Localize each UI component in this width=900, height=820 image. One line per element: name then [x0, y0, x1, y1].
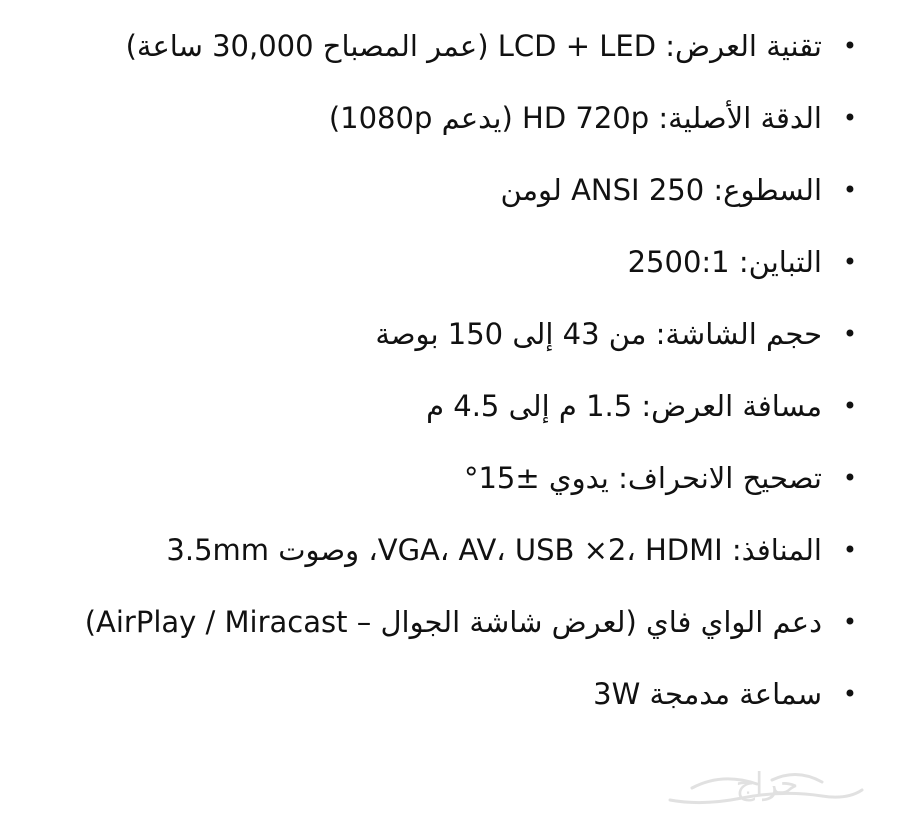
spec-text: السطوع: 250 ANSI لومن [500, 173, 822, 207]
bullet: • [842, 320, 858, 348]
spec-text: التباين: 2500:1 [627, 245, 822, 279]
bullet: • [842, 464, 858, 492]
spec-ports [40, 514, 862, 586]
watermark-text: حراج [735, 767, 799, 802]
bullet: • [842, 680, 858, 708]
bullet: • [842, 536, 858, 564]
spec-wifi [40, 586, 862, 658]
bullet: • [842, 392, 858, 420]
spec-text: سماعة مدمجة 3W [593, 677, 822, 711]
bullet: • [842, 176, 858, 204]
spec-resolution [40, 82, 862, 154]
spec-speaker [40, 658, 862, 730]
spec-text: تصحيح الانحراف: يدوي ±15° [463, 461, 822, 495]
spec-display-tech [40, 10, 862, 82]
spec-keystone [40, 442, 862, 514]
spec-list [40, 10, 862, 730]
spec-text: مسافة العرض: 1.5 م إلى 4.5 م [426, 389, 822, 423]
bullet: • [842, 32, 858, 60]
spec-text: دعم الواي فاي (لعرض شاشة الجوال – AirPlay / Miracast) [84, 605, 822, 639]
spec-brightness [40, 154, 862, 226]
spec-screen-size [40, 298, 862, 370]
spec-contrast [40, 226, 862, 298]
spec-throw-distance [40, 370, 862, 442]
spec-text: تقنية العرض: LCD + LED (عمر المصباح 30,000 ساعة) [125, 29, 822, 63]
spec-text: حجم الشاشة: من 43 إلى 150 بوصة [375, 317, 822, 351]
spec-text: الدقة الأصلية: HD 720p (يدعم 1080p) [328, 101, 822, 135]
bullet: • [842, 608, 858, 636]
bullet: • [842, 104, 858, 132]
haraj-watermark-logo [662, 760, 872, 816]
bullet: • [842, 248, 858, 276]
spec-text: المنافذ: VGA، AV، USB ×2، HDMI، وصوت 3.5mm [166, 533, 822, 567]
